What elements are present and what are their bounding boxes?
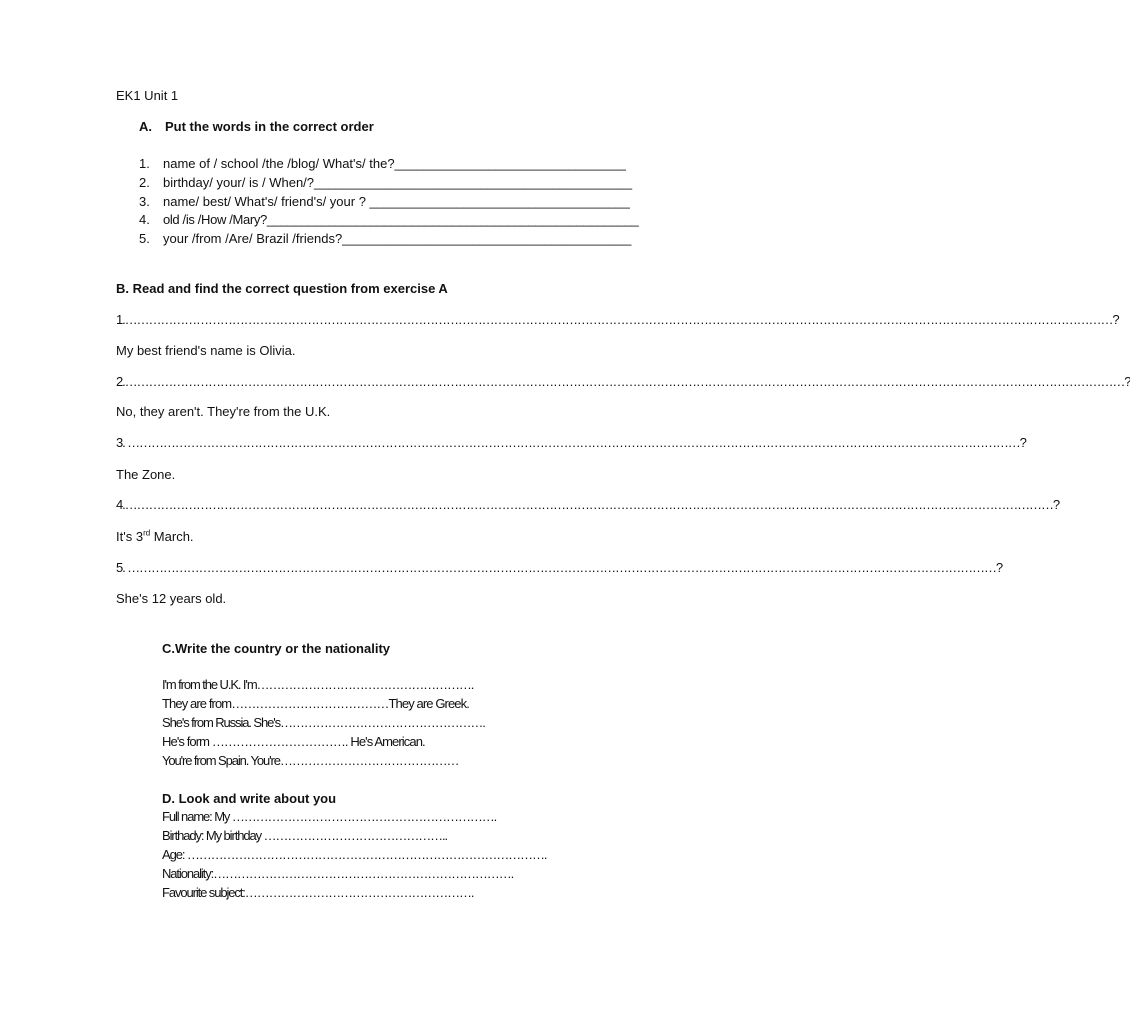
about-you-line: Nationality:…………………………………………………………………. (162, 866, 514, 881)
item-text: name of / school /the /blog/ What's/ the?________________________________ (163, 156, 626, 171)
question-line-2: 2.………………………………………………………………………………………………………………………………………………………………………………………………………………………………? (116, 374, 1130, 389)
answer-line-4 (116, 529, 194, 545)
about-you-line: Favourite subject:…………………………………………………. (162, 885, 474, 900)
about-you-line: Full name: My …………………………………………………………. (162, 809, 497, 824)
section-a-heading: A. Put the words in the correct order (139, 119, 374, 134)
question-line-4: 4.………………………………………………………………………………………………………………………………………………………………………………………………………………? (116, 497, 1059, 512)
item-text: your /from /Are/ Brazil /friends?________________________________________ (163, 231, 632, 246)
answer-line-2: No, they aren't. They're from the U.K. (116, 404, 331, 419)
item-number: 3. (139, 194, 150, 209)
nationality-line: He's form ……………………………. He's American. (162, 734, 425, 749)
list-item (139, 175, 632, 191)
item-text: old /is /How /Mary?______________________________________________________ (163, 212, 639, 227)
nationality-line: I'm from the U.K. I'm………………………………………………. (162, 677, 474, 692)
section-b-heading: B. Read and find the correct question from exercise A (116, 281, 448, 296)
item-number: 5. (139, 231, 150, 246)
section-d-heading: D. Look and write about you (162, 791, 337, 806)
answer-line-3: The Zone. (116, 467, 176, 482)
list-item (139, 194, 630, 210)
nationality-line: They are from…………………………………They are Greek. (162, 696, 469, 711)
nationality-line: She's from Russia. She's……………………………………………. (162, 715, 485, 730)
answer-text: March. (150, 529, 194, 544)
list-item (139, 231, 631, 247)
answer-line-1: My best friend's name is Olivia. (116, 343, 296, 358)
list-item (139, 156, 626, 172)
page-title: EK1 Unit 1 (116, 88, 179, 103)
list-item (139, 212, 638, 228)
question-line-3: 3. ………………………………………………………………………………………………………………………………………………………………………………………………………? (116, 435, 1026, 450)
nationality-line: You're from Spain. You're……………………………………… (162, 753, 459, 768)
section-c-heading: C.Write the country or the nationality (162, 641, 391, 656)
item-number: 4. (139, 212, 150, 227)
answer-text: It's 3 (116, 529, 144, 544)
ordinal-suffix: rd (143, 528, 151, 538)
about-you-line: Birthady: My birthday ……………………………………….. (162, 828, 448, 843)
about-you-line: Age: ………………………………………………………………………………. (162, 847, 547, 862)
question-line-5: 5. …………………………………………………………………………………………………………………………………………………………………………………………………? (116, 560, 1002, 575)
question-line-1: 1.……………………………………………………………………………………………………………………………………………………………………………………………………………………………? (116, 312, 1119, 327)
item-number: 1. (139, 156, 150, 171)
item-text: birthday/ your/ is / When/?____________________________________________ (163, 175, 633, 190)
answer-line-5: She's 12 years old. (116, 591, 227, 606)
item-text: name/ best/ What's/ friend's/ your ? ____________________________________ (163, 194, 630, 209)
item-number: 2. (139, 175, 150, 190)
